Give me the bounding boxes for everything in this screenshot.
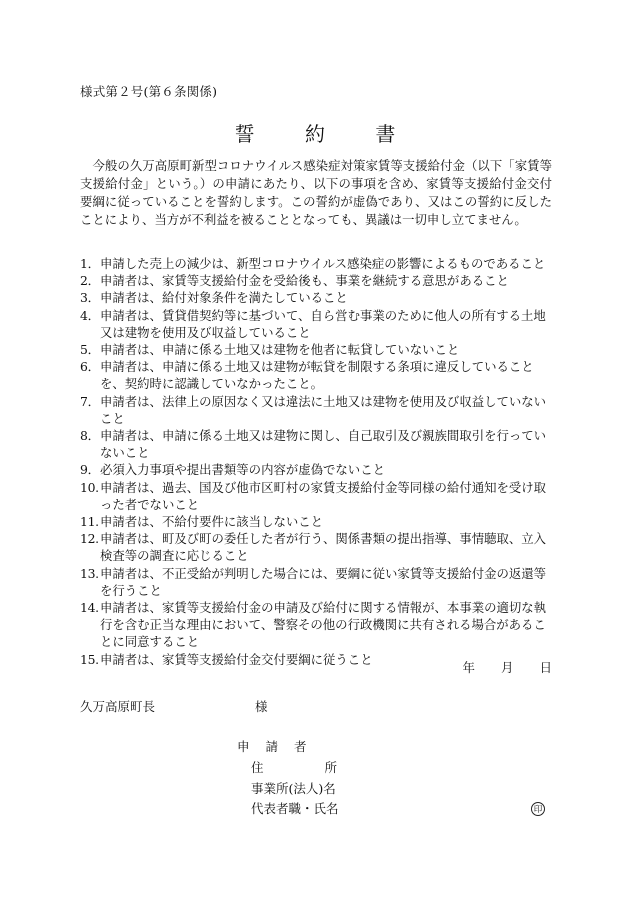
item-number: 7． (80, 393, 100, 409)
item-number: 10. (80, 479, 99, 495)
item-number: 11. (80, 514, 99, 530)
date-month-label: 月 (500, 660, 514, 675)
item-number: 3． (80, 290, 100, 306)
item-text: 申請者は、法律上の原因なく又は違法に土地又は建物を使用及び収益していないこと (100, 393, 547, 426)
item-text: 申請者は、家賃等支援給付金交付要綱に従うこと (100, 651, 373, 667)
recipient-name: 久万高原町長 (80, 699, 156, 714)
item-text: 申請者は、申請に係る土地又は建物を他者に転貸していないこと (100, 342, 460, 358)
date-day-label: 日 (539, 660, 552, 675)
pledge-item-5 (80, 341, 552, 358)
item-text: 申請者は、申請に係る土地又は建物に関し、自己取引及び親族間取引を行っていないこと (100, 428, 547, 461)
pledge-item-12 (80, 530, 552, 564)
pledge-items-list (80, 255, 552, 668)
item-text: 申請者は、家賃等支援給付金の申請及び給付に関する情報が、本事業の適切な執行を含む正当な理由において、警察その他の行政機関に共有される場合があることに同意すること (100, 600, 547, 650)
item-number: 8． (80, 428, 100, 444)
date-year-label: 年 (462, 660, 475, 675)
pledge-item-3 (80, 289, 552, 306)
pledge-item-1 (80, 255, 552, 272)
item-number: 14. (80, 600, 99, 616)
pledge-item-2 (80, 272, 552, 289)
item-number: 13. (80, 565, 99, 581)
representative-field-label: 代表者職・氏名 (251, 801, 339, 816)
applicant-block (237, 737, 557, 820)
form-number: 様式第２号(第６条関係) (80, 84, 218, 99)
pledge-item-7 (80, 393, 552, 427)
item-number: 15. (80, 651, 99, 667)
item-number: 1． (80, 256, 100, 271)
item-text: 申請者は、町及び町の委任した者が行う、関係書類の提出指導、事情聴取、立入検査等の調査に応じること (100, 531, 547, 564)
document-title: 誓 約 書 (234, 122, 418, 146)
item-text: 申請者は、不給付要件に該当しないこと (100, 514, 324, 530)
item-number: 5． (80, 342, 100, 358)
address-label-part-1: 住 (251, 760, 264, 775)
date-line (462, 658, 552, 676)
address-label-part-2: 所 (324, 760, 337, 775)
item-number: 12. (80, 531, 99, 547)
pledge-item-14 (80, 599, 552, 651)
preamble-paragraph: 今般の久万高原町新型コロナウイルス感染症対策家賃等支援給付金（以下「家賃等支援給付金」という。）の申請にあたり、以下の事項を含め、家賃等支援給付金交付要綱に従っていることを誓約します。この誓約が虚偽であり、又はこの誓約に反したことにより、当方が不利益を被ることとなっても、異議は一切申し立てません。 (80, 158, 552, 227)
item-text: 申請した売上の減少は、新型コロナウイルス感染症の影響によるものであること (100, 256, 546, 271)
item-text: 申請者は、過去、国及び他市区町村の家賃支援給付金等同様の給付通知を受け取った者でないこと (100, 479, 547, 512)
pledge-item-6 (80, 358, 552, 392)
item-number: 6． (80, 359, 100, 375)
pledge-item-11 (80, 513, 552, 530)
seal-icon: 印 (531, 802, 545, 816)
item-text: 申請者は、賃貸借契約等に基づいて、自ら営む事業のために他人の所有する土地又は建物を使用及び収益していること (100, 307, 546, 340)
address-field-label (251, 758, 337, 779)
pledge-item-9 (80, 461, 552, 478)
item-number: 4． (80, 307, 100, 323)
pledge-item-13 (80, 565, 552, 599)
pledge-item-8 (80, 427, 552, 461)
representative-field (251, 799, 557, 820)
applicant-label: 申 請 者 (237, 739, 313, 754)
item-text: 申請者は、不正受給が判明した場合には、要綱に従い家賃等支援給付金の返還等を行うこと (100, 565, 547, 598)
pledge-item-10 (80, 479, 552, 513)
item-text: 申請者は、家賃等支援給付金を受給後も、事業を継続する意思があること (100, 273, 509, 289)
item-text: 申請者は、給付対象条件を満たしていること (100, 290, 348, 306)
item-number: 2． (80, 273, 100, 289)
pledge-item-4 (80, 307, 552, 341)
item-text: 必須入力事項や提出書類等の内容が虚偽でないこと (100, 462, 385, 478)
item-text: 申請者は、申請に係る土地又は建物が転貸を制限する条項に違反していることを、契約時に認識していなかったこと。 (100, 359, 534, 392)
business-name-field-label: 事業所(法人)名 (251, 780, 336, 796)
recipient-honorific: 様 (255, 699, 268, 714)
item-number: 9． (80, 462, 100, 478)
